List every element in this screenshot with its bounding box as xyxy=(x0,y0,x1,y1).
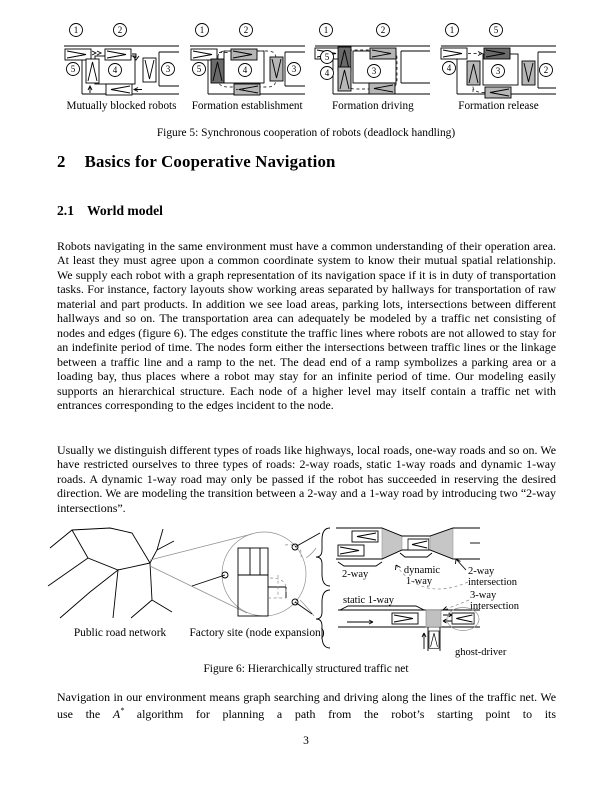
svg-text:2: 2 xyxy=(381,25,386,35)
node-expansion-lines xyxy=(150,534,316,616)
subsection-number: 2.1 xyxy=(57,203,74,218)
svg-text:1: 1 xyxy=(199,25,204,35)
figure6-caption: Figure 6: Hierarchically structured traffic net xyxy=(203,663,409,675)
fig5-panel-4-label: Formation release xyxy=(458,100,539,112)
svg-text:3: 3 xyxy=(165,64,171,74)
label-2way: 2-way xyxy=(342,569,369,580)
fig5-panel-2-label: Formation establishment xyxy=(191,100,303,112)
fig5-panel-formation-release xyxy=(439,21,558,112)
label-factory-site: Factory site (node expansion) xyxy=(189,627,325,639)
svg-text:5: 5 xyxy=(325,52,330,62)
svg-text:4: 4 xyxy=(446,63,452,73)
svg-text:1: 1 xyxy=(449,25,455,35)
paragraph-world-model-2: Usually we distinguish different types of roads like highways, local roads, one-way roads and so on. We have restricted ourselves to three types of roads: 2-way roads, static 1-way roads and dynamic 1-way roads. A dynamic 1-way road may only be passed if the robot has succeeded in reserving the desired direction. We are modeling the transition between a 2-way and a 1-way road by introducing two “2-way intersections”. xyxy=(57,443,556,515)
figure6-diagram xyxy=(42,524,554,662)
fig5-panel-1-diagram xyxy=(62,21,181,99)
math-a-star: A* xyxy=(112,706,125,722)
svg-text:2: 2 xyxy=(117,25,123,35)
svg-text:3: 3 xyxy=(495,66,501,76)
label-2way-intersection-line2: intersection xyxy=(468,577,517,588)
section-number: 2 xyxy=(57,152,66,171)
fig5-panel-formation-driving xyxy=(313,21,432,112)
fig5-panel-3-label: Formation driving xyxy=(331,100,414,112)
figure5-panel-row xyxy=(62,21,558,112)
public-road-network xyxy=(48,528,174,618)
fig5-panel-4-diagram xyxy=(439,21,558,99)
svg-text:4: 4 xyxy=(112,65,118,75)
page-number: 3 xyxy=(303,735,309,747)
paragraph-navigation-before: Navigation in our environment means graph searching and driving along the lines of the traffic net. We use the xyxy=(57,690,556,722)
subsection-title: World model xyxy=(87,203,163,218)
svg-text:3: 3 xyxy=(372,66,377,76)
svg-text:2: 2 xyxy=(243,25,248,35)
robot-icon xyxy=(441,48,535,98)
label-static-1way: static 1-way xyxy=(343,595,395,606)
fig5-panel-mutually-blocked xyxy=(62,21,181,112)
svg-text:3: 3 xyxy=(291,64,296,74)
subsection-heading xyxy=(57,203,163,219)
label-ghost-driver: ghost-driver xyxy=(455,647,507,658)
fig5-panel-1-label: Mutually blocked robots xyxy=(66,100,177,112)
label-dynamic-1way-line1: dynamic xyxy=(403,565,441,576)
svg-text:4: 4 xyxy=(325,68,330,78)
paragraph-world-model-1: Robots navigating in the same environment must have a common understanding of their operation area. At least they must agree upon a common coordinate system to know their mutual spatial relationship. We supply each robot with a graph representation of its navigation space if it is in duty of transportation tasks. For instance, factory layouts show working areas separated by hallways for transportation of raw material and part products. In addition we see load areas, parking lots, intersections between different hallways and so on. The transportation area can adequately be modeled by a traffic net consisting of nodes and edges (figure 6). The edges constitute the traffic lines where robots are not allowed to stay for an indefinite period of time. The nodes form either the intersections between traffic lines or the linkage between a traffic line and a ramp to the net. The dead end of a ramp symbolizes a parking area or a loading bay, thus places where a robot may stay for an infinite period of time. Our modeling easily supports an hierarchical structure. Each node of a higher level may itself contain a traffic net with entrances corresponding to the edges incident to the node. xyxy=(57,239,556,412)
label-3way-intersection-line2: intersection xyxy=(470,601,519,612)
figure5-caption: Figure 5: Synchronous cooperation of robots (deadlock handling) xyxy=(156,127,456,139)
intersection-square xyxy=(426,610,441,627)
paragraph-navigation-after: algorithm for planning a path from the robot’s starting point to its xyxy=(124,707,556,722)
static-bracket xyxy=(340,606,424,610)
section-heading xyxy=(57,152,336,172)
svg-text:1: 1 xyxy=(73,25,79,35)
svg-text:1: 1 xyxy=(324,25,329,35)
road-static-1way xyxy=(338,608,480,652)
svg-text:5: 5 xyxy=(70,64,76,74)
label-dynamic-1way-line2: 1-way xyxy=(405,576,433,587)
label-3way-intersection-line1: 3-way xyxy=(470,590,497,601)
svg-text:2: 2 xyxy=(543,65,549,75)
fig5-panel-2-diagram xyxy=(188,21,307,99)
section-title: Basics for Cooperative Navigation xyxy=(84,152,336,171)
svg-text:5: 5 xyxy=(196,64,201,74)
svg-text:5: 5 xyxy=(493,25,499,35)
paragraph-navigation xyxy=(57,690,556,722)
svg-text:4: 4 xyxy=(242,65,247,75)
fig5-panel-3-diagram xyxy=(313,21,432,99)
label-public-road-network: Public road network xyxy=(73,627,167,639)
fig5-panel-formation-establishment xyxy=(188,21,307,112)
label-2way-intersection-line1: 2-way xyxy=(468,566,495,577)
